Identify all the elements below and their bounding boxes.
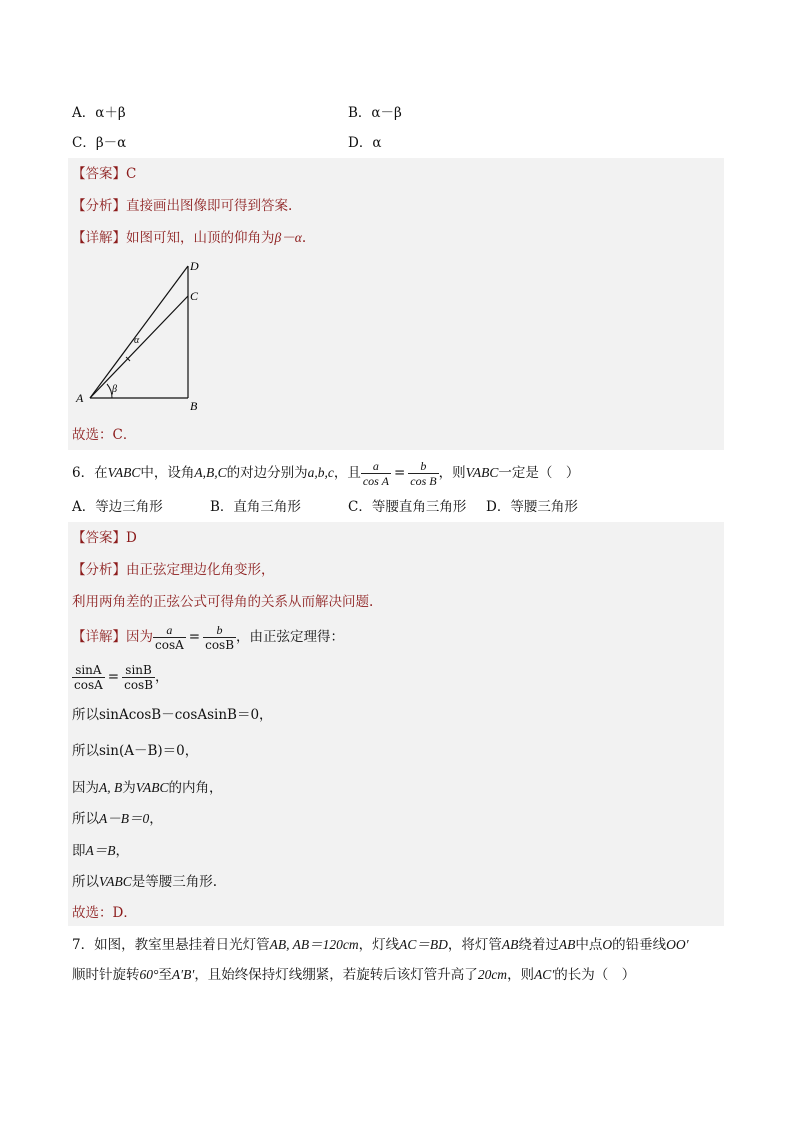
q6-step5-expr: A＝B xyxy=(85,843,116,858)
q6-stem-tri: VABC xyxy=(107,465,141,480)
q6-stem-d: ，且 xyxy=(333,465,361,481)
q6-option-a: A．等边三角形 xyxy=(72,499,163,515)
q6-analysis-text2: 利用两角差的正弦公式可得角的关系从而解决问题. xyxy=(72,594,374,610)
q7-l2-e: 的长为（ ） xyxy=(554,967,636,983)
q6-answer-value: D xyxy=(126,530,137,546)
detail-end: . xyxy=(301,230,307,246)
q6-stem-sides: a,b,c xyxy=(307,465,334,480)
q6-step-6 xyxy=(72,873,217,891)
q7-l2-expr3: 20cm xyxy=(477,967,508,982)
option-a: A．α＋β xyxy=(72,105,126,121)
q7-l2-expr2: A′B′ xyxy=(171,967,195,982)
q6-step-2 xyxy=(72,742,198,760)
q7-l1-expr4: AB xyxy=(558,937,576,952)
q7-l1-expr2: AC＝BD xyxy=(399,937,448,952)
q6-step5-a: 即 xyxy=(72,843,86,859)
q6-sin-frac-2 xyxy=(122,663,155,692)
q6-d-frac2-den: cosB xyxy=(205,637,235,652)
option-d: D．α xyxy=(348,135,382,151)
q6-step3-expr: A, B xyxy=(99,780,123,795)
q7-l1-a: 7．如图，教室里悬挂着日光灯管 xyxy=(72,937,270,953)
option-c: C．β－α xyxy=(72,135,127,151)
detail-text: 如图可知，山顶的仰角为 xyxy=(126,230,275,246)
q7-l2-c: ，且始终保持灯线绷紧，若旋转后该灯管升高了 xyxy=(194,967,478,983)
q6-frac2-den: cos B xyxy=(410,473,437,488)
label-b: B xyxy=(190,399,198,413)
q6-step-1 xyxy=(72,706,273,724)
q6-stem-e: ，则 xyxy=(438,465,466,481)
q6-step6-tri: VABC xyxy=(99,874,132,889)
question-6-stem xyxy=(72,458,579,488)
q7-l1-c: ，将灯管 xyxy=(447,937,502,953)
q6-choice-line xyxy=(72,904,137,922)
answer-line xyxy=(72,165,136,183)
q6-frac1-num: a xyxy=(372,458,379,473)
q6-step1-a: 所以 xyxy=(72,707,99,723)
q6-detail-eq: = xyxy=(188,629,201,645)
q6-eq: = xyxy=(393,465,406,481)
q6-stem-f: 一定是（ ） xyxy=(498,465,580,481)
q6-detail-frac-1 xyxy=(153,623,186,652)
detail-tag: 【详解】 xyxy=(72,230,126,246)
q6-step1-end: ， xyxy=(259,707,273,723)
q6-step-3 xyxy=(72,779,223,797)
q6-step4-end: ， xyxy=(149,811,163,827)
q7-l1-d: 绕着过 xyxy=(518,937,559,953)
q6-sin-eq: = xyxy=(107,669,120,685)
q6-option-c: C．等腰直角三角形 xyxy=(348,499,467,515)
q6-stem-a: 6．在 xyxy=(72,465,108,481)
q6-stem-c: 的对边分别为 xyxy=(226,465,308,481)
q6-step1-expr: sinAcosB－cosAsinB＝0 xyxy=(99,707,260,723)
q7-l2-d: ，则 xyxy=(507,967,535,983)
detail-line xyxy=(72,229,306,247)
q6-frac2-num: b xyxy=(420,458,427,473)
question-7-line-2 xyxy=(72,966,635,984)
q6-step3-c: 的内角， xyxy=(168,780,223,796)
q6-step3-a: 因为 xyxy=(72,780,99,796)
q6-option-b: B．直角三角形 xyxy=(210,499,301,515)
q6-analysis-text: 由正弦定理边化角变形， xyxy=(126,562,275,578)
q6-detail-b: ，由正弦定理得： xyxy=(236,629,345,645)
q6-analysis-line2 xyxy=(72,593,373,611)
q6-detail-line xyxy=(72,621,344,653)
q7-l1-e: 中点 xyxy=(575,937,603,953)
q6-step3-tri: VABC xyxy=(135,780,169,795)
q6-d-frac1-den: cosA xyxy=(155,637,184,652)
choice-line xyxy=(72,426,136,444)
q7-l1-expr5: O xyxy=(602,937,613,952)
q6-detail-a: 因为 xyxy=(126,629,153,645)
q6-d-frac1-num: a xyxy=(166,622,173,637)
q6-s-frac1-num: sinA xyxy=(75,662,102,677)
q6-option-d: D．等腰三角形 xyxy=(486,499,578,515)
option-b: B．α－β xyxy=(348,105,402,121)
q6-frac-1 xyxy=(361,459,391,488)
q7-l2-a: 顺时针旋转 xyxy=(72,967,140,983)
q6-step2-expr: sin(A－B)＝0 xyxy=(99,743,185,759)
label-c: C xyxy=(190,289,199,303)
q7-l2-expr1: 60° xyxy=(139,967,159,982)
q6-s-frac1-den: cosA xyxy=(74,677,103,692)
q6-answer-line xyxy=(72,529,137,547)
q6-s-frac2-num: sinB xyxy=(125,662,152,677)
q6-step5-end: ， xyxy=(115,843,129,859)
q7-l2-expr4: AC′ xyxy=(534,967,555,982)
q6-analysis-line xyxy=(72,561,275,579)
q6-step-5 xyxy=(72,842,129,860)
q7-l1-expr3: AB xyxy=(501,937,519,952)
q6-stem-b: 中，设角 xyxy=(140,465,195,481)
q6-step6-b: 是等腰三角形. xyxy=(131,874,218,890)
choice-text: 故选：C． xyxy=(72,427,137,443)
answer-value: C xyxy=(126,166,137,182)
q6-stem-angles: A,B,C xyxy=(194,465,227,480)
q7-l1-b: ，灯线 xyxy=(358,937,400,953)
q6-stem-tri2: VABC xyxy=(465,465,499,480)
q6-step4-expr: A－B＝0 xyxy=(99,811,150,826)
label-a: A xyxy=(76,391,84,405)
label-d: D xyxy=(190,259,199,273)
q6-sine-ratio-line xyxy=(72,660,169,694)
q6-s-frac2-den: cosB xyxy=(124,677,154,692)
q7-l1-expr6: OO′ xyxy=(666,937,689,952)
q6-sin-end: ， xyxy=(155,669,169,685)
q6-detail-tag: 【详解】 xyxy=(72,629,126,645)
q6-frac1-den: cos A xyxy=(362,473,389,488)
analysis-text: 直接画出图像即可得到答案. xyxy=(126,198,293,214)
q6-frac-2 xyxy=(408,459,438,488)
question-7-line-1 xyxy=(72,936,689,954)
q6-step-4 xyxy=(72,810,163,828)
q6-analysis-tag: 【分析】 xyxy=(72,562,126,578)
q7-l1-f: 的铅垂线 xyxy=(612,937,667,953)
q7-l2-b: 至 xyxy=(158,967,172,983)
q6-answer-tag: 【答案】 xyxy=(72,530,126,546)
q6-step4-a: 所以 xyxy=(72,811,99,827)
q6-detail-frac-2 xyxy=(203,623,236,652)
q6-step2-a: 所以 xyxy=(72,743,99,759)
line-ad xyxy=(90,266,188,398)
analysis-tag: 【分析】 xyxy=(72,198,126,214)
solution-block-q6 xyxy=(68,522,724,926)
q6-d-frac2-num: b xyxy=(216,622,223,637)
triangle-figure xyxy=(70,256,220,416)
answer-tag: 【答案】 xyxy=(72,166,126,182)
detail-expr: β－α xyxy=(274,230,302,245)
q6-step2-end: ， xyxy=(184,743,199,759)
q6-choice-text: 故选：D． xyxy=(72,905,137,921)
line-ac xyxy=(90,296,188,398)
q6-step3-b: 为 xyxy=(122,780,136,796)
q6-step6-a: 所以 xyxy=(72,874,99,890)
label-beta: β xyxy=(112,384,117,395)
label-alpha: α xyxy=(134,335,140,346)
q7-l1-expr1: AB, AB＝120cm xyxy=(269,937,359,952)
analysis-line xyxy=(72,197,292,215)
q6-sin-frac-1 xyxy=(72,663,105,692)
